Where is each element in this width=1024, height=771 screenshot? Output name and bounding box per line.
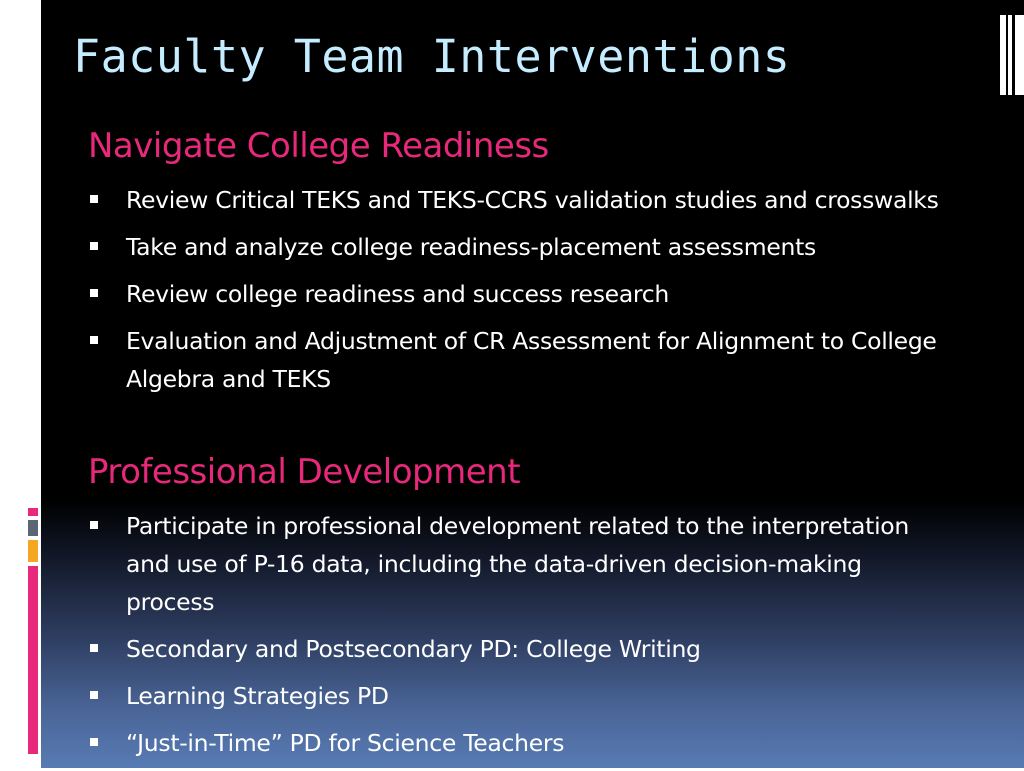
list-item: “Just-in-Time” PD for Science Teachers [88, 724, 948, 762]
bullet-icon [90, 242, 98, 250]
deco-bar-top-1 [1000, 15, 1006, 95]
section-heading-professional-development: Professional Development [88, 452, 521, 492]
list-item: Secondary and Postsecondary PD: College Writing [88, 630, 948, 668]
deco-bar-gray [28, 508, 38, 516]
list-item: Evaluation and Adjustment of CR Assessment for Alignment to College Algebra and TEKS [88, 322, 948, 398]
section-heading-college-readiness: Navigate College Readiness [88, 126, 549, 166]
list-item: Review college readiness and success research [88, 275, 948, 313]
bullet-list-college-readiness [88, 181, 948, 407]
list-item: Take and analyze college readiness-placement assessments [88, 228, 948, 266]
bullet-icon [90, 289, 98, 297]
bullet-icon [90, 691, 98, 699]
list-item: Review Critical TEKS and TEKS-CCRS validation studies and crosswalks [88, 181, 948, 219]
list-item: Learning Strategies PD [88, 677, 948, 715]
slide-title: Faculty Team Interventions [73, 30, 791, 83]
bullet-icon [90, 521, 98, 529]
bullet-icon [90, 644, 98, 652]
bullet-icon [90, 336, 98, 344]
deco-bar-pink [28, 566, 38, 754]
bullet-icon [90, 738, 98, 746]
bullet-icon [90, 195, 98, 203]
deco-bar-gray-2 [28, 520, 38, 536]
list-item: Participate in professional development related to the interpretation and use of P-16 data, including the data-driven decision-making process [88, 507, 948, 621]
deco-bar-orange [28, 540, 38, 562]
deco-bar-top-3 [1015, 15, 1024, 95]
deco-bar-top-2 [1008, 15, 1012, 95]
bullet-list-professional-development [88, 507, 948, 771]
